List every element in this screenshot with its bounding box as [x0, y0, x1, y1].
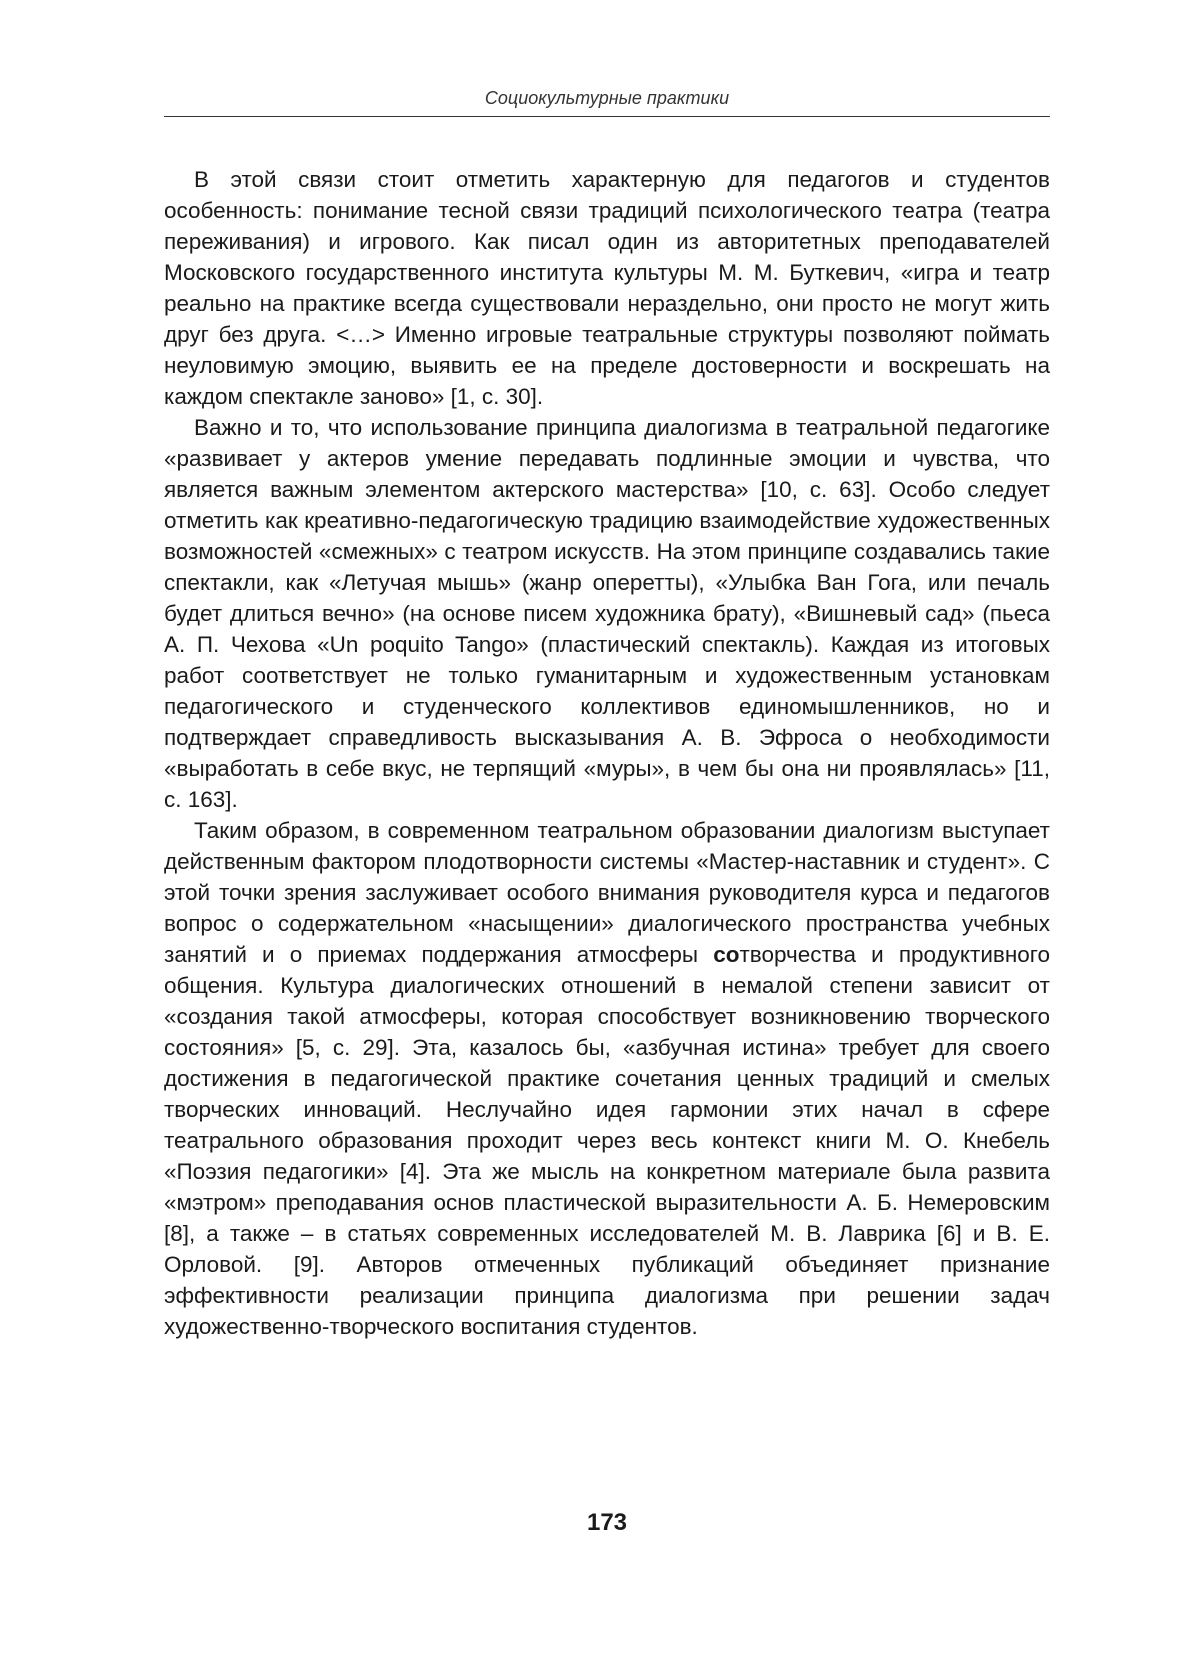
page-number: 173 — [586, 1509, 628, 1536]
header-rule — [164, 116, 1050, 117]
running-header: Социокультурные практики — [484, 88, 730, 108]
paragraph-3-text-before: Таким образом, в современном театральном образовании диалогизм выступает действенным фактором плодотворности системы «Мастер-наставник и студент». С этой точки зрения заслуживает особого внимания руководителя курса и педагогов вопрос о содержательном «насыщении» диалогического пространства учебных занятий и о приемах поддержания атмосферы — [164, 818, 1050, 967]
paragraph-2: Важно и то, что использование принципа диалогизма в театральной педагогике «развивает у актеров умение передавать подлинные эмоции и чувства, что является важным элементом актерского мастерства» [10, с. 63]. Особо следует отметить как креативно-педагогическую традицию взаимодействие художественных возможностей «смежных» с театром искусств. На этом принципе создавались такие спектакли, как «Летучая мышь» (жанр оперетты), «Улыбка Ван Гога, или печаль будет длиться вечно» (на основе писем художника брату), «Вишневый сад» (пьеса А. П. Чехова «Un poquito Tango» (пластический спектакль). Каждая из итоговых работ соответствует не только гуманитарным и художественным установкам педагогического и студенческого коллективов единомышленников, но и подтверждает справедливость высказывания А. В. Эфроса о необходимости «выработать в себе вкус, не терпящий «муры», в чем бы она ни проявлялась» [11, с. 163]. — [164, 415, 1050, 812]
paragraph-3-text-after: творчества и продуктивного общения. Культура диалогических отношений в немалой степени зависит от «создания такой атмосферы, которая способствует возникновению творческого состояния» [5, с. 29]. Эта, казалось бы, «азбучная истина» требует для своего достижения в педагогической практике сочетания ценных традиций и смелых творческих инноваций. Неслучайно идея гармонии этих начал в сфере театрального образования проходит через весь контекст книги М. О. Кнебель «Поэзия педагогики» [4]. Эта же мысль на конкретном материале была развита «мэтром» преподавания основ пластической выразительности А. Б. Немеровским [8], а также – в статьях современных исследователей М. В. Лаврика [6] и В. Е. Орловой. [9]. Авторов отмеченных публикаций объединяет признание эффективности реализации принципа диалогизма при решении задач художественно-творческого воспитания студентов. — [164, 942, 1051, 1339]
paragraph-1: В этой связи стоит отметить характерную для педагогов и студентов особенность: понимание тесной связи традиций психологического театра (театра переживания) и игрового. Как писал один из авторитетных преподавателей Московского государственного института культуры М. М. Буткевич, «игра и театр реально на практике всегда существовали нераздельно, они просто не могут жить друг без друга. <…> Именно игровые театральные структуры позволяют поймать неуловимую эмоцию, выявить ее на пределе достоверности и воскрешать на каждом спектакле заново» [1, с. 30]. — [164, 167, 1050, 409]
paragraph-3-emphasis: со — [713, 942, 740, 967]
body-text — [164, 164, 1050, 1342]
paragraph-3 — [164, 815, 1050, 1342]
